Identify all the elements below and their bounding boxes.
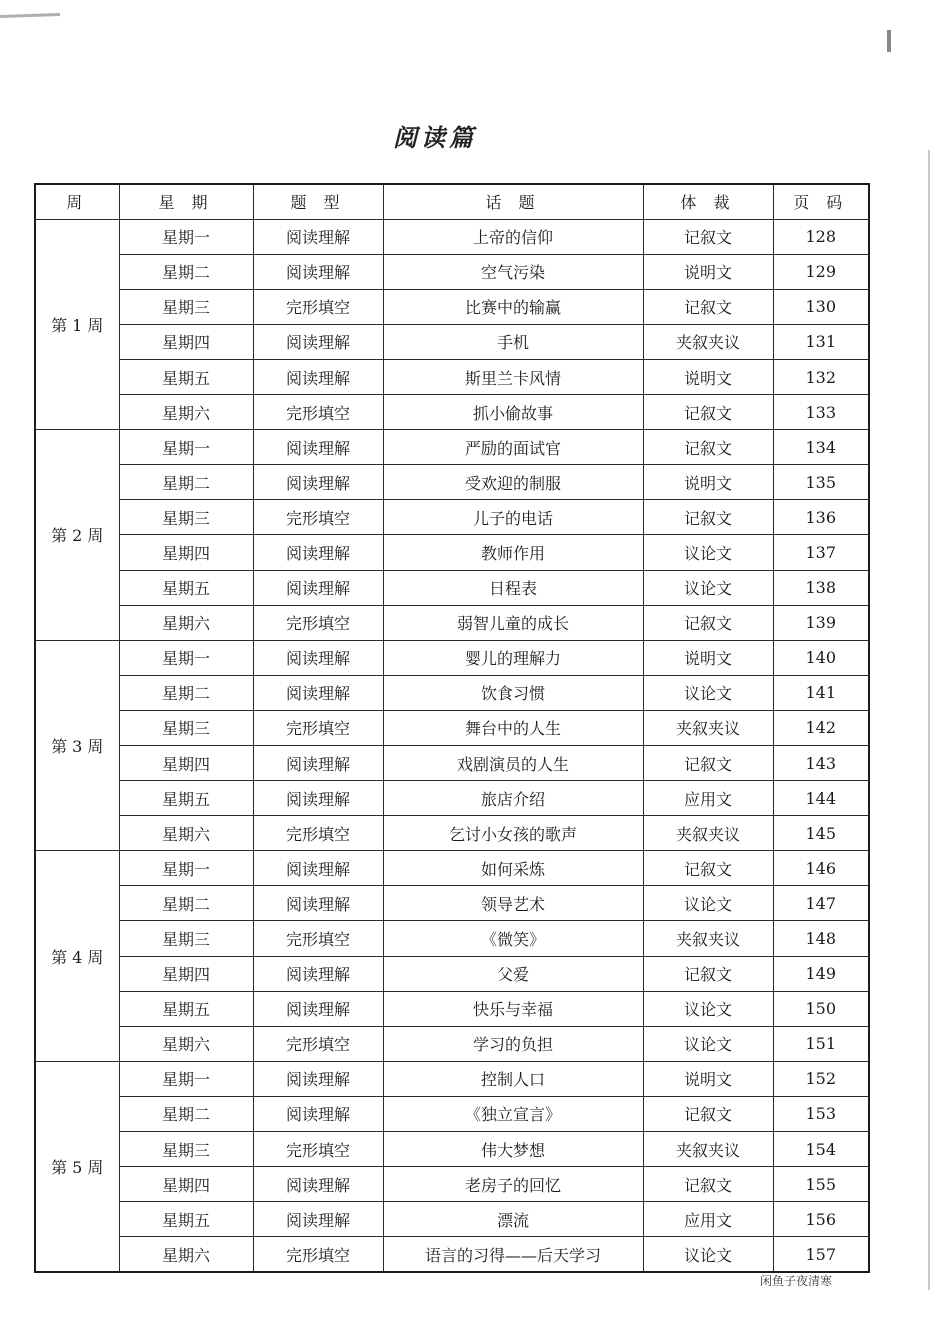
scan-edge-right (928, 150, 930, 1290)
genre-cell: 记叙文 (643, 289, 773, 324)
weekday-cell: 星期五 (119, 359, 253, 394)
table-row (35, 324, 869, 359)
topic-cell: 父爱 (383, 956, 643, 991)
table-row (35, 289, 869, 324)
genre-cell: 议论文 (643, 570, 773, 605)
question-type-cell: 阅读理解 (253, 1202, 383, 1237)
question-type-cell: 完形填空 (253, 605, 383, 640)
header-question-type: 题 型 (253, 184, 383, 219)
table-row (35, 921, 869, 956)
question-type-cell: 阅读理解 (253, 956, 383, 991)
reading-schedule-table (34, 183, 870, 1273)
question-type-cell: 阅读理解 (253, 359, 383, 394)
table-row (35, 640, 869, 675)
genre-cell: 说明文 (643, 359, 773, 394)
topic-cell: 语言的习得——后天学习 (383, 1237, 643, 1272)
topic-cell: 空气污染 (383, 254, 643, 289)
weekday-cell: 星期二 (119, 675, 253, 710)
page-number-cell: 157 (773, 1237, 869, 1272)
genre-cell: 议论文 (643, 991, 773, 1026)
genre-cell: 议论文 (643, 886, 773, 921)
weekday-cell: 星期三 (119, 289, 253, 324)
header-page-number: 页 码 (773, 184, 869, 219)
table-row (35, 991, 869, 1026)
topic-cell: 老房子的回忆 (383, 1167, 643, 1202)
page-number-cell: 139 (773, 605, 869, 640)
topic-cell: 受欢迎的制服 (383, 465, 643, 500)
question-type-cell: 完形填空 (253, 289, 383, 324)
genre-cell: 记叙文 (643, 956, 773, 991)
question-type-cell: 完形填空 (253, 816, 383, 851)
genre-cell: 议论文 (643, 1237, 773, 1272)
table-row (35, 710, 869, 745)
genre-cell: 说明文 (643, 465, 773, 500)
question-type-cell: 阅读理解 (253, 465, 383, 500)
genre-cell: 记叙文 (643, 746, 773, 781)
genre-cell: 夹叙夹议 (643, 921, 773, 956)
weekday-cell: 星期六 (119, 1237, 253, 1272)
page-number-cell: 132 (773, 359, 869, 394)
page-number-cell: 154 (773, 1132, 869, 1167)
week-label-cell: 第 1 周 (35, 219, 119, 430)
weekday-cell: 星期一 (119, 219, 253, 254)
question-type-cell: 阅读理解 (253, 430, 383, 465)
question-type-cell: 阅读理解 (253, 570, 383, 605)
topic-cell: 控制人口 (383, 1061, 643, 1096)
page-number-cell: 150 (773, 991, 869, 1026)
page-number-cell: 153 (773, 1096, 869, 1131)
table-row (35, 1237, 869, 1272)
topic-cell: 快乐与幸福 (383, 991, 643, 1026)
page-title: 阅读篇 (393, 124, 477, 152)
topic-cell: 漂流 (383, 1202, 643, 1237)
header-weekday: 星 期 (119, 184, 253, 219)
weekday-cell: 星期六 (119, 1026, 253, 1061)
page-number-cell: 138 (773, 570, 869, 605)
page-number-cell: 146 (773, 851, 869, 886)
genre-cell: 记叙文 (643, 851, 773, 886)
topic-cell: 比赛中的输赢 (383, 289, 643, 324)
weekday-cell: 星期一 (119, 851, 253, 886)
genre-cell: 议论文 (643, 535, 773, 570)
weekday-cell: 星期二 (119, 886, 253, 921)
topic-cell: 日程表 (383, 570, 643, 605)
topic-cell: 饮食习惯 (383, 675, 643, 710)
weekday-cell: 星期一 (119, 430, 253, 465)
genre-cell: 夹叙夹议 (643, 710, 773, 745)
table-row (35, 781, 869, 816)
week-label-cell: 第 4 周 (35, 851, 119, 1062)
topic-cell: 伟大梦想 (383, 1132, 643, 1167)
question-type-cell: 阅读理解 (253, 1061, 383, 1096)
scan-artifact-right (887, 30, 891, 52)
topic-cell: 上帝的信仰 (383, 219, 643, 254)
question-type-cell: 阅读理解 (253, 746, 383, 781)
genre-cell: 夹叙夹议 (643, 1132, 773, 1167)
table-row (35, 535, 869, 570)
table-row (35, 395, 869, 430)
question-type-cell: 完形填空 (253, 500, 383, 535)
question-type-cell: 阅读理解 (253, 640, 383, 675)
question-type-cell: 阅读理解 (253, 1096, 383, 1131)
question-type-cell: 完形填空 (253, 1237, 383, 1272)
page-number-cell: 142 (773, 710, 869, 745)
page-number-cell: 155 (773, 1167, 869, 1202)
genre-cell: 记叙文 (643, 430, 773, 465)
weekday-cell: 星期四 (119, 535, 253, 570)
table-row (35, 219, 869, 254)
page-number-cell: 143 (773, 746, 869, 781)
topic-cell: 乞讨小女孩的歌声 (383, 816, 643, 851)
page-number-cell: 136 (773, 500, 869, 535)
weekday-cell: 星期三 (119, 921, 253, 956)
question-type-cell: 完形填空 (253, 395, 383, 430)
table-row (35, 816, 869, 851)
header-week: 周 (35, 184, 119, 219)
genre-cell: 议论文 (643, 675, 773, 710)
weekday-cell: 星期二 (119, 254, 253, 289)
genre-cell: 夹叙夹议 (643, 816, 773, 851)
page-number-cell: 147 (773, 886, 869, 921)
genre-cell: 说明文 (643, 254, 773, 289)
table-row (35, 430, 869, 465)
table-row (35, 886, 869, 921)
page-number-cell: 151 (773, 1026, 869, 1061)
table-header-row (35, 184, 869, 219)
question-type-cell: 阅读理解 (253, 781, 383, 816)
table-row (35, 1061, 869, 1096)
genre-cell: 夹叙夹议 (643, 324, 773, 359)
question-type-cell: 阅读理解 (253, 1167, 383, 1202)
table-row (35, 465, 869, 500)
topic-cell: 戏剧演员的人生 (383, 746, 643, 781)
weekday-cell: 星期五 (119, 991, 253, 1026)
weekday-cell: 星期五 (119, 1202, 253, 1237)
topic-cell: 如何采炼 (383, 851, 643, 886)
table-body (35, 219, 869, 1272)
header-genre: 体 裁 (643, 184, 773, 219)
topic-cell: 旅店介绍 (383, 781, 643, 816)
topic-cell: 弱智儿童的成长 (383, 605, 643, 640)
week-label-cell: 第 5 周 (35, 1061, 119, 1272)
question-type-cell: 阅读理解 (253, 886, 383, 921)
weekday-cell: 星期一 (119, 1061, 253, 1096)
weekday-cell: 星期五 (119, 781, 253, 816)
weekday-cell: 星期六 (119, 605, 253, 640)
scan-artifact-top (0, 13, 60, 18)
table-row (35, 254, 869, 289)
question-type-cell: 阅读理解 (253, 535, 383, 570)
table-row (35, 1026, 869, 1061)
topic-cell: 《微笑》 (383, 921, 643, 956)
question-type-cell: 完形填空 (253, 1132, 383, 1167)
question-type-cell: 阅读理解 (253, 675, 383, 710)
table-row (35, 605, 869, 640)
table-row (35, 359, 869, 394)
page-number-cell: 137 (773, 535, 869, 570)
weekday-cell: 星期四 (119, 324, 253, 359)
weekday-cell: 星期二 (119, 465, 253, 500)
table-row (35, 851, 869, 886)
week-label-cell: 第 2 周 (35, 430, 119, 641)
page-number-cell: 131 (773, 324, 869, 359)
table-row (35, 1202, 869, 1237)
weekday-cell: 星期四 (119, 956, 253, 991)
page-number-cell: 129 (773, 254, 869, 289)
genre-cell: 记叙文 (643, 1096, 773, 1131)
page-number-cell: 133 (773, 395, 869, 430)
page-number-cell: 156 (773, 1202, 869, 1237)
topic-cell: 教师作用 (383, 535, 643, 570)
table-row (35, 1096, 869, 1131)
page-number-cell: 144 (773, 781, 869, 816)
topic-cell: 《独立宣言》 (383, 1096, 643, 1131)
weekday-cell: 星期六 (119, 395, 253, 430)
question-type-cell: 阅读理解 (253, 991, 383, 1026)
genre-cell: 记叙文 (643, 219, 773, 254)
weekday-cell: 星期四 (119, 1167, 253, 1202)
question-type-cell: 完形填空 (253, 710, 383, 745)
question-type-cell: 阅读理解 (253, 254, 383, 289)
page-number-cell: 149 (773, 956, 869, 991)
weekday-cell: 星期四 (119, 746, 253, 781)
question-type-cell: 阅读理解 (253, 851, 383, 886)
genre-cell: 记叙文 (643, 1167, 773, 1202)
page-number-cell: 141 (773, 675, 869, 710)
page-number-cell: 148 (773, 921, 869, 956)
page-number-cell: 135 (773, 465, 869, 500)
genre-cell: 记叙文 (643, 500, 773, 535)
weekday-cell: 星期二 (119, 1096, 253, 1131)
topic-cell: 学习的负担 (383, 1026, 643, 1061)
footer-credit: 闲鱼子夜清寒 (760, 1274, 833, 1288)
genre-cell: 说明文 (643, 1061, 773, 1096)
topic-cell: 舞台中的人生 (383, 710, 643, 745)
question-type-cell: 完形填空 (253, 921, 383, 956)
genre-cell: 说明文 (643, 640, 773, 675)
weekday-cell: 星期五 (119, 570, 253, 605)
page-number-cell: 130 (773, 289, 869, 324)
table-row (35, 956, 869, 991)
topic-cell: 婴儿的理解力 (383, 640, 643, 675)
header-topic: 话 题 (383, 184, 643, 219)
page-number-cell: 145 (773, 816, 869, 851)
topic-cell: 严励的面试官 (383, 430, 643, 465)
weekday-cell: 星期三 (119, 500, 253, 535)
genre-cell: 记叙文 (643, 395, 773, 430)
weekday-cell: 星期一 (119, 640, 253, 675)
weekday-cell: 星期三 (119, 710, 253, 745)
page-number-cell: 134 (773, 430, 869, 465)
weekday-cell: 星期三 (119, 1132, 253, 1167)
page-number-cell: 140 (773, 640, 869, 675)
genre-cell: 记叙文 (643, 605, 773, 640)
weekday-cell: 星期六 (119, 816, 253, 851)
topic-cell: 抓小偷故事 (383, 395, 643, 430)
topic-cell: 领导艺术 (383, 886, 643, 921)
week-label-cell: 第 3 周 (35, 640, 119, 851)
table-row (35, 500, 869, 535)
genre-cell: 议论文 (643, 1026, 773, 1061)
genre-cell: 应用文 (643, 1202, 773, 1237)
table-row (35, 570, 869, 605)
topic-cell: 儿子的电话 (383, 500, 643, 535)
table-row (35, 1167, 869, 1202)
page-number-cell: 128 (773, 219, 869, 254)
table-row (35, 1132, 869, 1167)
topic-cell: 斯里兰卡风情 (383, 359, 643, 394)
topic-cell: 手机 (383, 324, 643, 359)
genre-cell: 应用文 (643, 781, 773, 816)
question-type-cell: 阅读理解 (253, 324, 383, 359)
table-row (35, 746, 869, 781)
question-type-cell: 阅读理解 (253, 219, 383, 254)
table-row (35, 675, 869, 710)
question-type-cell: 完形填空 (253, 1026, 383, 1061)
page-number-cell: 152 (773, 1061, 869, 1096)
